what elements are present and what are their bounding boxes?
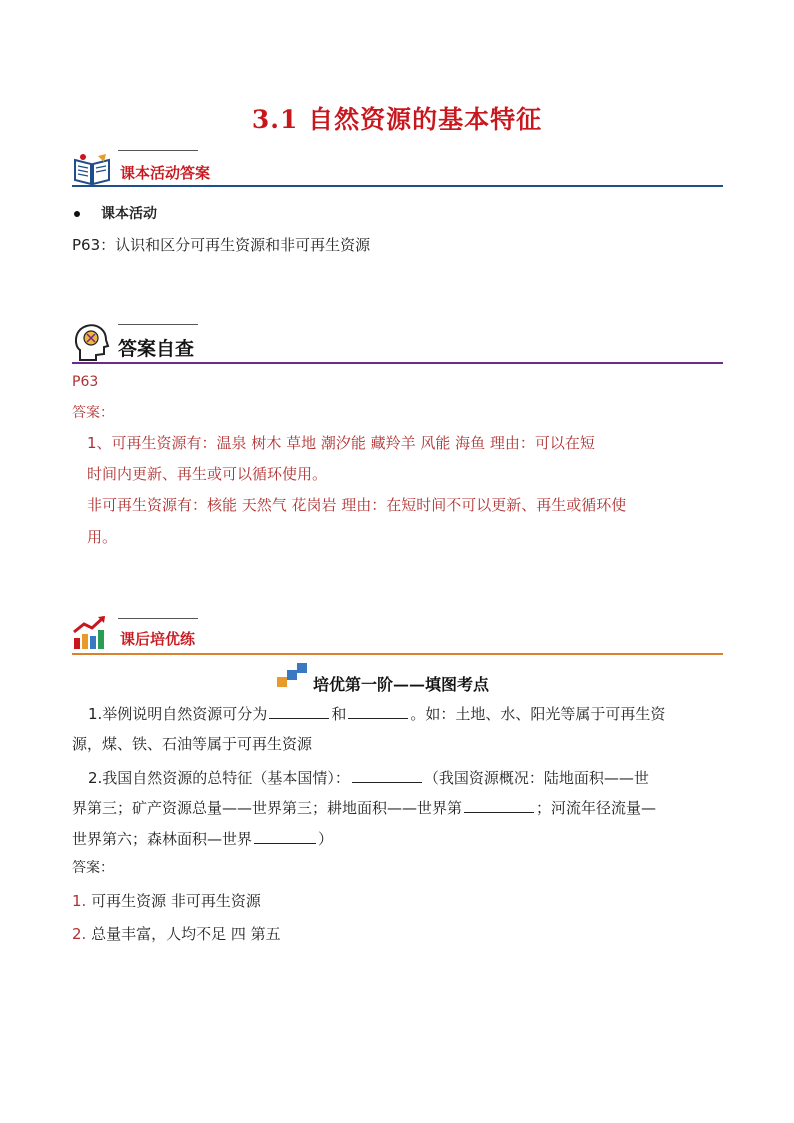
answer-text: 可再生资源 非可再生资源	[86, 892, 261, 910]
question-1-cont: 源，煤、铁、石油等属于可再生资源	[72, 735, 313, 753]
question-text: 1.举例说明自然资源可分为	[88, 705, 268, 723]
answer-2	[72, 923, 281, 944]
question-text: 2.我国自然资源的总特征（基本国情）：	[88, 769, 350, 787]
section-divider	[118, 150, 198, 151]
subheading: 培优第一阶——填图考点	[313, 675, 490, 694]
answer-blank[interactable]	[352, 768, 422, 783]
section-title: 课后培优练	[120, 630, 196, 648]
question-text: （我国资源概况：陆地面积——世	[423, 769, 649, 787]
activity-line: P63：认识和区分可再生资源和非可再生资源	[72, 236, 371, 254]
question-1	[88, 704, 665, 724]
section-rule	[72, 653, 723, 655]
question-text: 。如：土地、水、阳光等属于可再生资	[410, 705, 666, 723]
question-2-cont	[72, 829, 333, 849]
answer-number: 1.	[72, 892, 87, 910]
answer-blank[interactable]	[254, 829, 316, 844]
answer-blank[interactable]	[269, 704, 329, 719]
page-ref: P63	[72, 374, 99, 390]
section-divider	[118, 324, 198, 325]
head-idea-icon	[72, 322, 110, 362]
growth-chart-icon	[72, 614, 108, 650]
section-title: 课本活动答案	[120, 164, 211, 182]
answer-label: 答案：	[72, 860, 114, 876]
stairs-icon	[277, 663, 309, 689]
answer-label: 答案：	[72, 405, 114, 421]
book-icon	[72, 152, 112, 186]
answer-line: 用。	[87, 528, 118, 546]
answer-line: 非可再生资源有：核能 天然气 花岗岩 理由：在短时间不可以更新、再生或循环使	[87, 496, 627, 514]
question-text: 世界第六；森林面积—世界	[72, 830, 253, 848]
section-rule	[72, 362, 723, 364]
question-2-cont	[72, 798, 656, 818]
question-text: 和	[331, 705, 347, 723]
question-2	[88, 768, 649, 788]
bullet-dot	[74, 211, 80, 217]
question-text: ）	[318, 830, 334, 848]
section-rule	[72, 185, 723, 187]
page-title: 3.1 自然资源的基本特征	[251, 105, 543, 134]
answer-1	[72, 890, 261, 911]
answer-text: 总量丰富，人均不足 四 第五	[86, 925, 281, 943]
question-text: ；河流年径流量—	[536, 799, 657, 817]
bullet-label: 课本活动	[101, 206, 157, 222]
answer-line: 1、可再生资源有：温泉 树木 草地 潮汐能 藏羚羊 风能 海鱼 理由：可以在短	[87, 434, 595, 452]
answer-blank[interactable]	[348, 704, 408, 719]
answer-line: 时间内更新、再生或可以循环使用。	[87, 465, 328, 483]
section-divider	[118, 618, 198, 619]
answer-number: 2.	[72, 925, 87, 943]
section-title: 答案自查	[118, 338, 195, 360]
question-text: 界第三；矿产资源总量——世界第三；耕地面积——世界第	[72, 799, 463, 817]
answer-blank[interactable]	[464, 798, 534, 813]
